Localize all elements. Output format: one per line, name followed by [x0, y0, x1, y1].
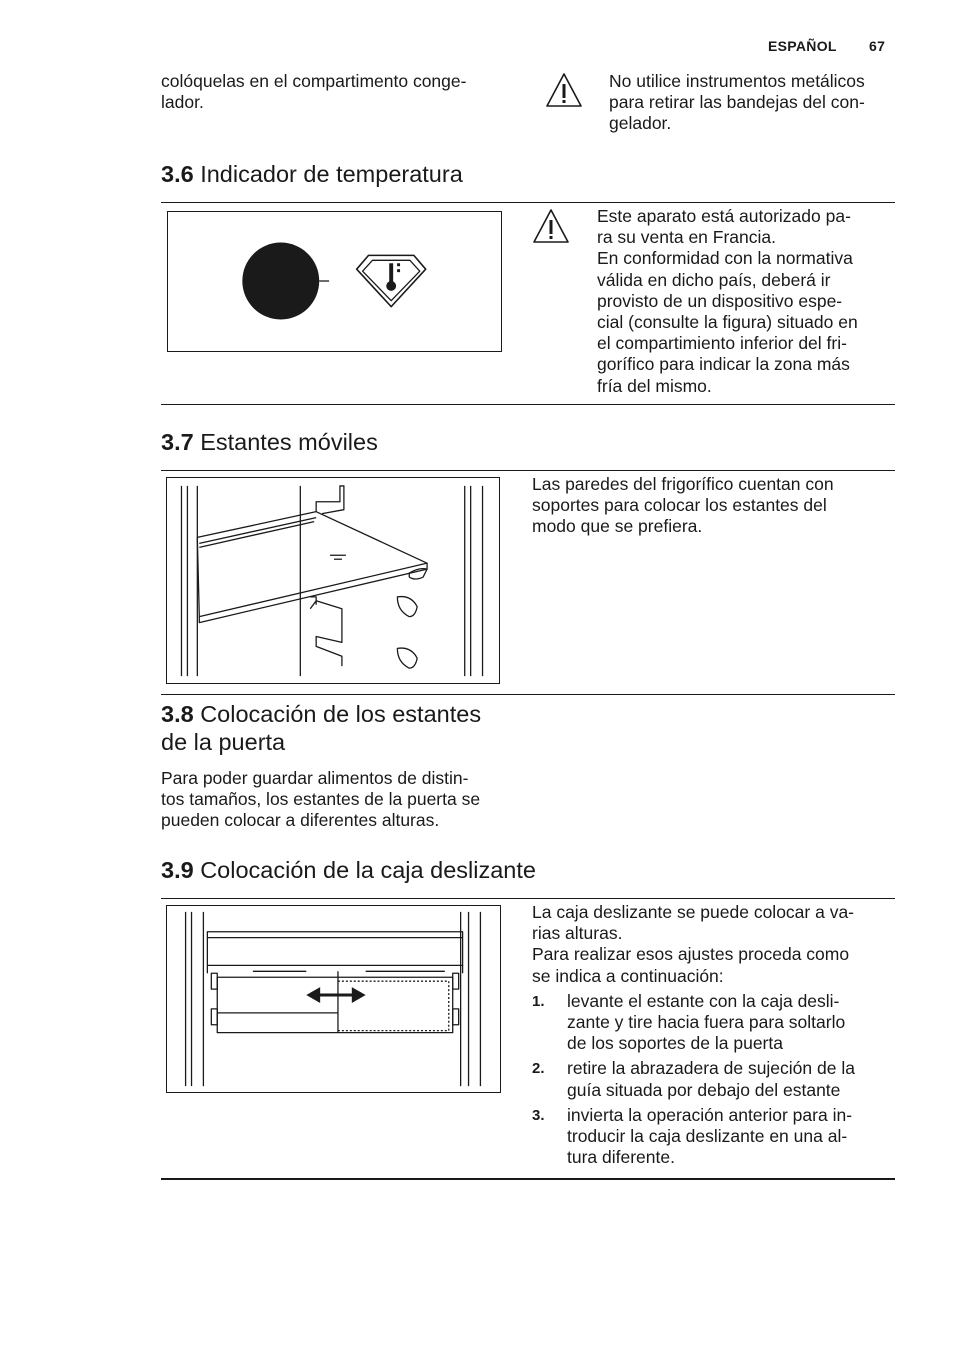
section-3-6-title: 3.6 Indicador de temperatura	[161, 161, 463, 187]
header-language: ESPAÑOL	[768, 38, 837, 54]
warning-triangle-icon	[545, 72, 583, 108]
divider	[161, 694, 895, 695]
section-3-7-title: 3.7 Estantes móviles	[161, 429, 378, 455]
intro-warning-text: No utilice instrumentos metálicos para retirar las bandejas del con- gelador.	[609, 71, 865, 134]
movable-shelves-figure	[166, 477, 500, 684]
steps-list	[532, 991, 894, 1169]
section-3-9-title: 3.9 Colocación de la caja deslizante	[161, 857, 536, 883]
divider	[161, 1178, 895, 1180]
divider	[161, 470, 895, 471]
list-item: 1. levante el estante con la caja desli- zante y tire hacia fuera para soltarlo de los soportes de la puerta	[532, 990, 846, 1054]
intro-text: colóquelas en el compartimento conge- lador.	[161, 71, 467, 113]
section-3-9-content	[532, 902, 894, 1172]
temperature-indicator-figure	[167, 211, 502, 352]
divider	[161, 898, 895, 899]
list-item: 2. retire la abrazadera de sujeción de la guía situada por debajo del estante	[532, 1058, 855, 1100]
section-3-8-text: Para poder guardar alimentos de distin- tos tamaños, los estantes de la puerta se pueden colocar a diferentes alturas.	[161, 768, 481, 831]
list-item: 3. invierta la operación anterior para in- troducir la caja deslizante en una al- tura diferente.	[532, 1104, 853, 1168]
temperature-indicator-icon	[357, 255, 426, 306]
divider	[161, 202, 895, 203]
sliding-box-figure	[166, 905, 501, 1093]
section-3-9-text: La caja deslizante se puede colocar a va- rias alturas. Para realizar esos ajustes proceda como se indica a continuación:	[532, 902, 855, 986]
section-3-8-title: 3.8 Colocación de los estantes de la puerta	[161, 701, 482, 755]
page-number: 67	[869, 38, 886, 54]
warning-triangle-icon	[532, 208, 570, 244]
section-3-7-text: Las paredes del frigorífico cuentan con soportes para colocar los estantes del modo que se prefiera.	[532, 474, 834, 537]
double-arrow-icon	[306, 987, 365, 1003]
divider	[161, 404, 895, 405]
section-3-6-warning-text: Este aparato está autorizado pa- ra su venta en Francia. En conformidad con la normativa válida en dicho país, deberá ir provisto de un dispositivo espe- cial (consulte la figura) situado en el compartimiento inferior del fri- gorífico para indicar la zona más fría del mismo.	[597, 206, 858, 396]
